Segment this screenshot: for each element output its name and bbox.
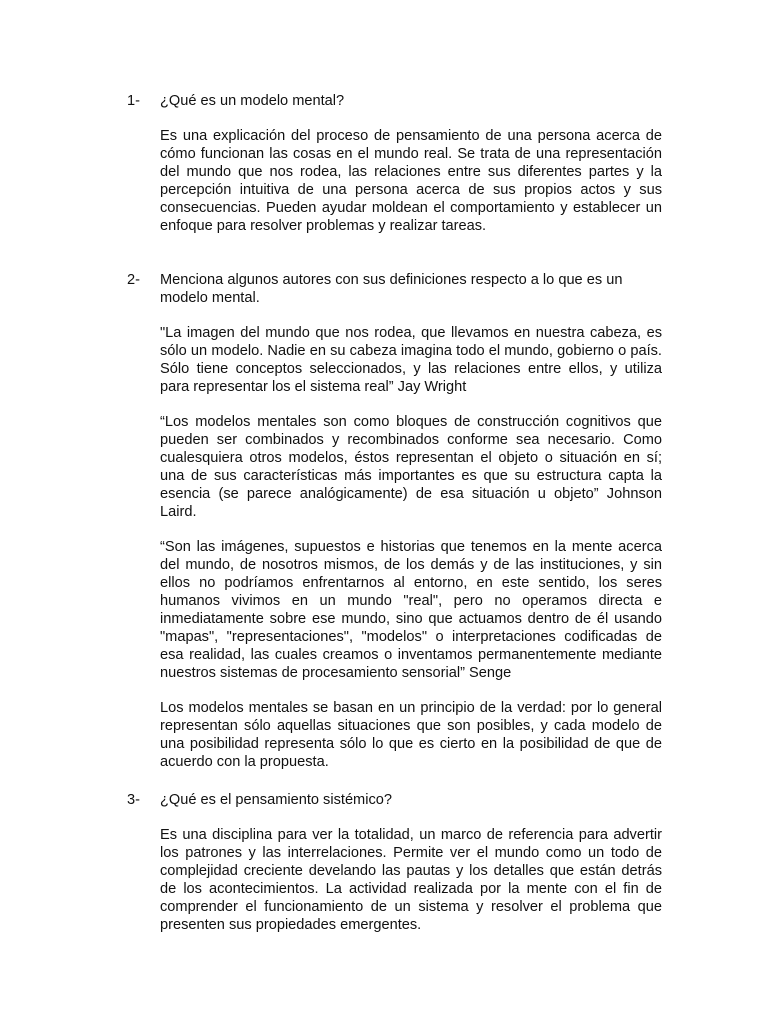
answer-paragraph: Es una explicación del proceso de pensamiento de una persona acerca de cómo funcionan las cosas en el mundo real. Se trata de una representación del mundo que nos rodea, las relaciones entre sus diferentes partes y la percepción intuitiva de una persona acerca de sus propios actos y sus consecuencias. Pueden ayudar moldean el comportamiento y establecer un enfoque para resolver problemas y realizar tareas.	[160, 128, 662, 234]
answer-paragraph: Los modelos mentales se basan en un principio de la verdad: por lo general representan sólo aquellas situaciones que son posibles, y cada modelo de una posibilidad representa sólo lo que es cierto en la posibilidad de que de acuerdo con la propuesta.	[160, 700, 662, 770]
answer-paragraph: “Son las imágenes, supuestos e historias que tenemos en la mente acerca del mundo, de nosotros mismos, de los demás y de las instituciones, y sin ellos no podríamos enfrentarnos al entorno, en este sentido, los seres humanos vivimos en un mundo "real", pero no operamos directa e inmediatamente sobre ese mundo, sino que actuamos dentro de él usando "mapas", "representaciones", "modelos" o interpretaciones codificadas de esa realidad, las cuales creamos o inventamos permanentemente mediante nuestros sistemas de procesamiento sensorial” Senge	[160, 539, 662, 681]
question-body	[160, 271, 662, 771]
question-number: 1-	[127, 93, 140, 109]
answer-paragraph: “Los modelos mentales son como bloques de construcción cognitivos que pueden ser combinados y recombinados conforme sea necesario. Como cualesquiera otros modelos, éstos representan el objeto o situación en sí; una de sus características más importantes es que su estructura capta la esencia (se parece analógicamente) de esa situación u objeto” Johnson Laird.	[160, 414, 662, 520]
question-body	[160, 791, 662, 934]
question-heading: ¿Qué es el pensamiento sistémico?	[160, 792, 392, 808]
question-number: 3-	[127, 792, 140, 808]
answer-paragraph: "La imagen del mundo que nos rodea, que llevamos en nuestra cabeza, es sólo un modelo. Nadie en su cabeza imagina todo el mundo, gobierno o país. Sólo tiene conceptos seleccionados, y las relaciones entre ellos, y utiliza para representar los el sistema real” Jay Wright	[160, 325, 662, 395]
question-heading: Menciona algunos autores con sus definiciones respecto a lo que es un modelo mental.	[160, 272, 623, 306]
question-heading: ¿Qué es un modelo mental?	[160, 93, 345, 109]
question-body	[160, 92, 662, 235]
question-number: 2-	[127, 272, 140, 288]
answer-paragraph: Es una disciplina para ver la totalidad, un marco de referencia para advertir los patrones y las interrelaciones. Permite ver el mundo como un todo de complejidad creciente develando las pautas y los detalles que están detrás de los acontecimientos. La actividad realizada por la mente con el fin de comprender el funcionamiento de un sistema y resolver el problema que presenten sus propiedades emergentes.	[160, 827, 662, 933]
